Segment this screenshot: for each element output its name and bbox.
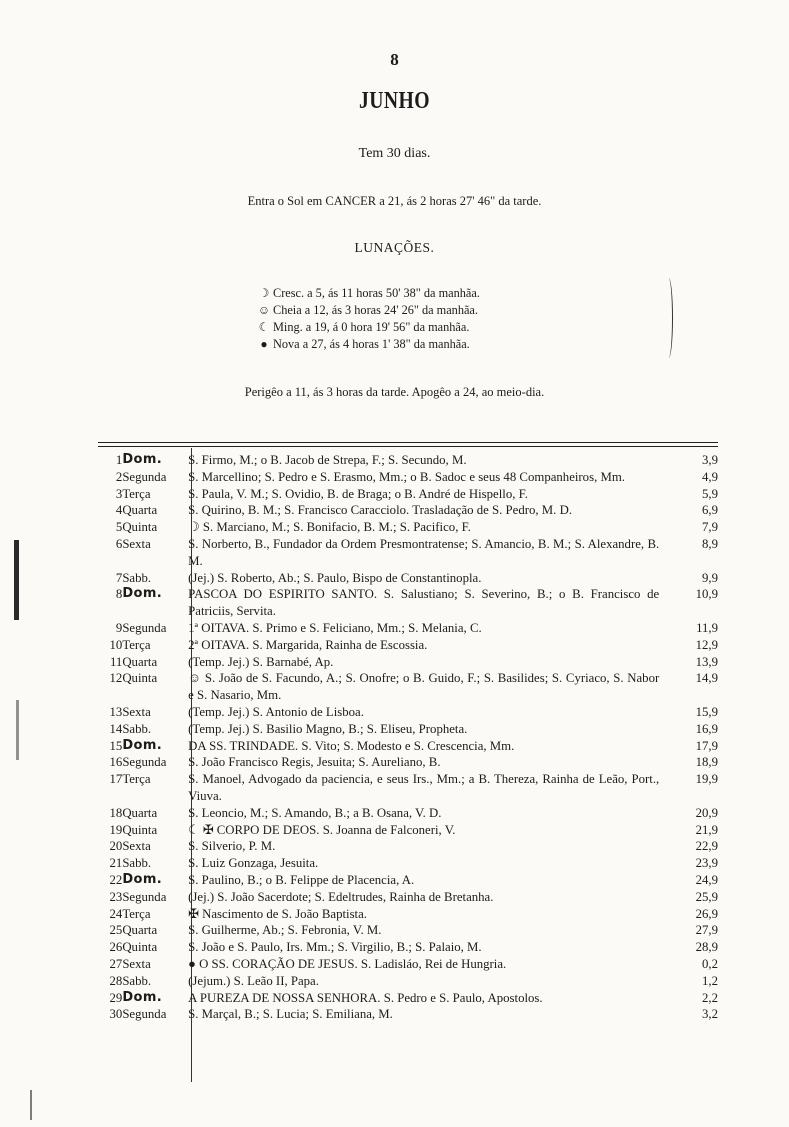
saints-entry: DA SS. TRINDADE. S. Vito; S. Modesto e S. Crescencia, Mm. [188,738,515,753]
day-row [98,570,718,587]
day-value: 27,9 [695,923,718,938]
lunation-item [255,336,585,353]
day-row [98,670,718,704]
day-number: 25 [109,923,123,938]
weekday-label: Dom. [122,989,163,1005]
weekday-label: Quinta [122,671,158,686]
weekday-label: Dom. [122,737,163,753]
day-row [98,469,718,486]
day-value: 7,9 [702,520,718,535]
day-number: 1 [115,453,123,467]
saints-entry: S. Manoel, Advogado da paciencia, e seus Irs., Mm.; a B. Thereza, Rainha de Leão, Port., Viuva. [188,772,660,803]
day-row [98,973,718,990]
day-row [98,754,718,771]
day-value: 1,2 [702,973,718,988]
day-value: 11,9 [696,620,718,635]
day-number: 20 [109,839,123,854]
day-number: 10 [109,637,123,652]
scan-mark [30,1090,32,1120]
day-row [98,939,718,956]
day-value: 8,9 [702,536,718,551]
new-moon-icon: ● [260,337,268,351]
lunation-text: Cresc. a 5, ás 11 horas 50' 38" da manhãa. [273,286,480,300]
saints-entry: S. Firmo, M.; o B. Jacob de Strepa, F.; S. Secundo, M. [188,453,467,467]
day-value: 3,9 [702,453,718,467]
lunation-text: Cheia a 12, ás 3 horas 24' 26" da manhãa. [273,303,478,317]
perigee-apogee-note: Perigêo a 11, ás 3 horas da tarde. Apogêo a 24, ao meio-dia. [244,385,545,399]
weekday-label: Segunda [122,755,167,770]
day-number: 5 [115,520,123,535]
saints-entry: 1ª OITAVA. S. Primo e S. Feliciano, Mm.; S. Melania, C. [188,620,482,635]
day-number: 9 [115,620,123,635]
saints-entry: (Temp. Jej.) S. Barnabé, Ap. [188,654,334,669]
weekday-label: Segunda [122,469,167,484]
day-number: 3 [115,486,123,501]
saints-entry: S. Marçal, B.; S. Lucia; S. Emiliana, M. [188,1007,393,1022]
day-number: 30 [109,1007,123,1022]
weekday-label: Quarta [122,503,158,518]
day-row [98,906,718,923]
saints-entry: PASCOA DO ESPIRITO SANTO. S. Salustiano; S. Severino, B.; o B. Francisco de Patriciis, Servita. [188,587,660,619]
saints-entry: (Jejum.) S. Leão II, Papa. [188,973,319,988]
day-number: 11 [109,654,123,669]
weekday-label: Sabb. [122,973,152,988]
day-number: 28 [109,973,123,988]
scan-mark [14,540,19,620]
weekday-label: Quinta [122,520,158,535]
saints-entry: (Jej.) S. João Sacerdote; S. Edeltrudes, Rainha de Bretanha. [188,889,494,904]
day-number: 19 [109,822,123,837]
saints-entry: (Temp. Jej.) S. Basilio Magno, B.; S. Eliseu, Propheta. [188,721,468,736]
day-number: 17 [109,772,123,787]
scan-mark [16,700,19,760]
saints-entry: ● O SS. CORAÇÃO DE JESUS. S. Ladisláo, Rei de Hungria. [188,956,507,971]
weekday-label: Sexta [122,839,151,854]
day-number: 14 [109,721,123,736]
sun-entry-note: Entra o Sol em CANCER a 21, ás 2 horas 27' 46" da tarde. [247,194,542,208]
day-number: 4 [115,503,123,518]
day-number: 22 [109,872,123,887]
day-value: 16,9 [695,721,718,736]
weekday-label: Sabb. [122,570,152,585]
day-value: 22,9 [695,839,718,854]
saints-entry: 2ª OITAVA. S. Margarida, Rainha de Escossia. [188,637,428,652]
calendar-table [98,452,718,1023]
lunation-item [255,302,585,319]
day-value: 0,2 [702,956,718,971]
saints-entry: (Temp. Jej.) S. Antonio de Lisboa. [188,704,364,719]
day-value: 25,9 [695,889,718,904]
crescent-moon-icon: ☽ [258,286,270,300]
day-row [98,738,718,755]
day-number: 29 [109,990,123,1005]
day-value: 15,9 [695,704,718,719]
weekday-label: Segunda [122,1007,167,1022]
weekday-label: Quinta [122,822,158,837]
day-row [98,889,718,906]
table-top-rule [98,442,718,443]
weekday-label: Terça [122,772,151,787]
day-value: 12,9 [695,637,718,652]
saints-entry: ☺ S. João de S. Facundo, A.; S. Onofre; o B. Guido, F.; S. Basilides; S. Cyriaco, S. Nabor e S. Nasario, Mm. [188,671,660,703]
day-number: 16 [109,755,123,770]
saints-entry: ☽ S. Marciano, M.; S. Bonifacio, B. M.; S. Pacifico, F. [188,520,471,535]
weekday-label: Dom. [122,871,163,887]
weekday-label: Quarta [122,923,158,938]
day-value: 17,9 [695,738,718,753]
saints-entry: S. Guilherme, Ab.; S. Febronia, V. M. [188,923,382,938]
day-row [98,771,718,805]
lunations-title: LUNAÇÕES. [354,240,435,255]
weekday-label: Dom. [122,586,163,602]
weekday-label: Terça [122,486,151,501]
day-number: 24 [109,906,123,921]
day-number: 6 [115,536,123,551]
day-row [98,721,718,738]
weekday-label: Sabb. [122,856,152,871]
day-row [98,922,718,939]
day-value: 5,9 [702,486,718,501]
weekday-label: Segunda [122,889,167,904]
day-row [98,822,718,839]
day-number: 12 [109,671,123,686]
lunation-text: Nova a 27, ás 4 horas 1' 38" da manhãa. [273,337,470,351]
day-number: 21 [109,856,123,871]
day-row [98,654,718,671]
lunation-item [255,285,585,302]
weekday-label: Quarta [122,805,158,820]
day-row [98,536,718,570]
saints-entry: S. Norberto, B., Fundador da Ordem Presmontratense; S. Amancio, B. M.; S. Alexandre, B. M. [188,536,660,568]
day-row [98,805,718,822]
table-top-rule-thin [98,446,718,447]
saints-entry: S. Silverio, P. M. [188,839,276,854]
full-moon-icon: ☺ [257,303,271,317]
day-row [98,586,718,620]
day-value: 24,9 [695,872,718,887]
day-value: 23,9 [695,856,718,871]
day-number: 18 [109,805,123,820]
day-row [98,838,718,855]
saints-entry: ☾ ✠ CORPO DE DEOS. S. Joanna de Falconeri, V. [188,822,456,837]
day-number: 8 [115,587,123,602]
day-row [98,637,718,654]
day-number: 7 [115,570,123,585]
month-title: JUNHO [359,88,430,114]
day-value: 19,9 [695,772,718,787]
page-number: 8 [390,50,399,69]
weekday-label: Quinta [122,940,158,955]
lunations-bracket [662,278,673,358]
day-value: 9,9 [702,570,718,585]
day-row [98,452,718,469]
weekday-label: Terça [122,906,151,921]
lunations-list [255,285,585,353]
calendar-body [98,452,718,1023]
day-value: 20,9 [695,805,718,820]
weekday-label: Dom. [122,452,163,467]
day-row [98,872,718,889]
day-number: 23 [109,889,123,904]
day-value: 21,9 [695,822,718,837]
weekday-label: Quarta [122,654,158,669]
day-row [98,502,718,519]
day-value: 2,2 [702,990,718,1005]
day-value: 3,2 [702,1007,718,1022]
saints-entry: ✠ Nascimento de S. João Baptista. [188,906,367,921]
day-number: 2 [115,469,123,484]
weekday-label: Sexta [122,956,151,971]
weekday-label: Terça [122,637,151,652]
lunation-item [255,319,585,336]
day-number: 26 [109,940,123,955]
saints-entry: S. Luiz Gonzaga, Jesuita. [188,856,319,871]
day-value: 6,9 [702,503,718,518]
saints-entry: S. João Francisco Regis, Jesuita; S. Aureliano, B. [188,755,441,770]
day-value: 13,9 [695,654,718,669]
day-value: 28,9 [695,940,718,955]
day-value: 26,9 [695,906,718,921]
day-row [98,519,718,536]
day-number: 27 [109,956,123,971]
saints-entry: S. Paula, V. M.; S. Ovidio, B. de Braga; o B. André de Hispello, F. [188,486,528,501]
days-count: Tem 30 dias. [358,146,431,161]
day-number: 15 [109,738,123,753]
day-row [98,1006,718,1023]
saints-entry: A PUREZA DE NOSSA SENHORA. S. Pedro e S. Paulo, Apostolos. [188,990,543,1005]
day-value: 14,9 [695,671,718,686]
weekday-label: Sexta [122,536,151,551]
waning-moon-icon: ☾ [258,320,270,334]
day-row [98,956,718,973]
saints-entry: S. Leoncio, M.; S. Amando, B.; a B. Osana, V. D. [188,805,442,820]
day-number: 13 [109,704,123,719]
saints-entry: S. João e S. Paulo, Irs. Mm.; S. Virgilio, B.; S. Palaio, M. [188,940,482,955]
weekday-label: Segunda [122,620,167,635]
saints-entry: (Jej.) S. Roberto, Ab.; S. Paulo, Bispo de Constantinopla. [188,570,482,585]
day-row [98,486,718,503]
day-row [98,704,718,721]
day-row [98,855,718,872]
lunation-text: Ming. a 19, á 0 hora 19' 56" da manhãa. [273,320,470,334]
weekday-label: Sabb. [122,721,152,736]
weekday-label: Sexta [122,704,151,719]
day-row [98,620,718,637]
saints-entry: S. Marcellino; S. Pedro e S. Erasmo, Mm.; o B. Sadoc e seus 48 Companheiros, Mm. [188,469,625,484]
day-value: 4,9 [702,469,718,484]
day-value: 18,9 [695,755,718,770]
saints-entry: S. Paulino, B.; o B. Felippe de Placencia, A. [188,872,415,887]
day-row [98,990,718,1007]
saints-entry: S. Quirino, B. M.; S. Francisco Caracciolo. Trasladação de S. Pedro, M. D. [188,503,573,518]
day-value: 10,9 [695,587,718,602]
